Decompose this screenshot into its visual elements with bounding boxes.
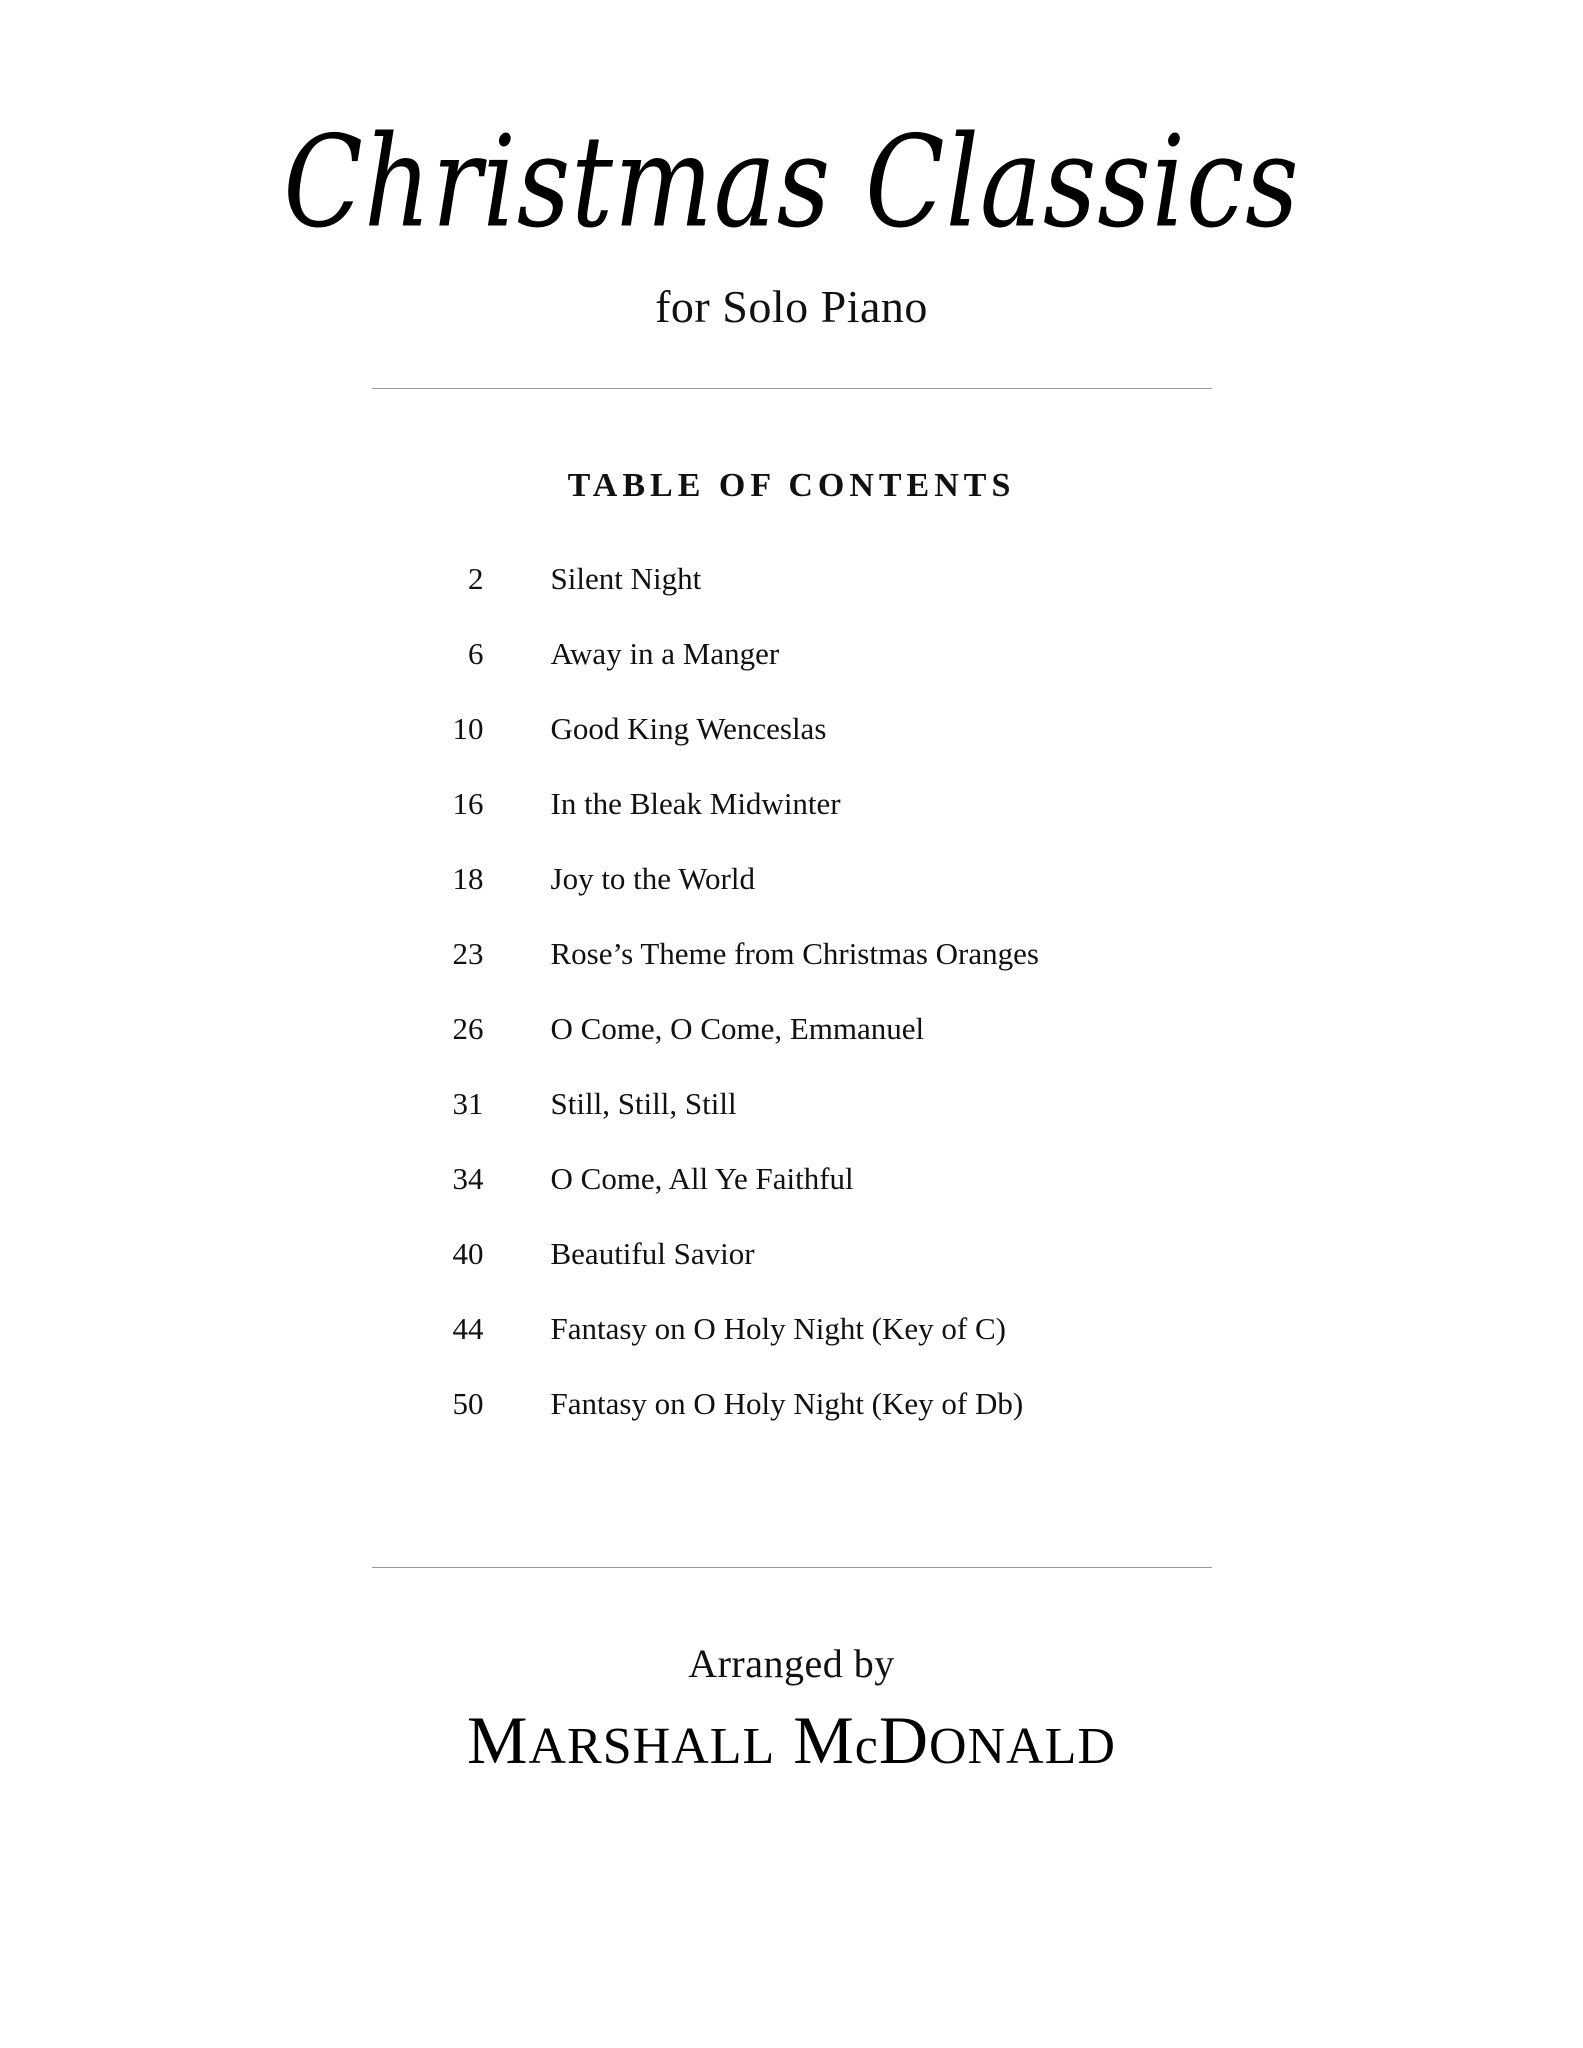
- list-item[interactable]: [372, 786, 1212, 861]
- arranged-by-label: Arranged by: [688, 1641, 895, 1686]
- toc-page-number: 40: [452, 1236, 484, 1271]
- toc-page-number: 6: [468, 636, 484, 671]
- toc-entry-title: Fantasy on O Holy Night (Key of C): [550, 1311, 1006, 1346]
- toc-entry-title: Beautiful Savior: [550, 1236, 755, 1271]
- page-title: Christmas Classics: [283, 107, 1300, 256]
- toc-bottom-spacer: [0, 1461, 1583, 1567]
- list-item[interactable]: [372, 1161, 1212, 1236]
- arranger-first-initial: M: [467, 1702, 529, 1778]
- toc-entry-title: Fantasy on O Holy Night (Key of Db): [550, 1386, 1024, 1421]
- footer-block: [0, 1568, 1583, 1780]
- arranger-last-mc-m: M: [793, 1702, 855, 1778]
- toc-heading: TABLE OF CONTENTS: [567, 467, 1016, 504]
- toc-entry-title: O Come, All Ye Faithful: [550, 1161, 854, 1196]
- toc-page-number: 23: [452, 936, 484, 971]
- arranger-last-d: D: [878, 1702, 929, 1778]
- toc-entry-title: O Come, O Come, Emmanuel: [550, 1011, 925, 1046]
- list-item[interactable]: [372, 711, 1212, 786]
- arranger-last-rest: ONALD: [928, 1718, 1116, 1775]
- toc-page-number: 16: [452, 786, 484, 821]
- list-item[interactable]: [372, 561, 1212, 636]
- toc-page-number: 31: [452, 1086, 484, 1121]
- arranger-name: [0, 1687, 1583, 1780]
- arranger-first-rest: ARSHALL: [528, 1718, 776, 1775]
- page-subtitle: for Solo Piano: [655, 281, 928, 332]
- arranger-last-mc-c: c: [854, 1718, 879, 1775]
- toc-entry-title: Rose’s Theme from Christmas Oranges: [550, 936, 1039, 971]
- toc-entry-title: Silent Night: [550, 561, 702, 596]
- toc-page-number: 50: [452, 1386, 484, 1421]
- toc-entry-title: Joy to the World: [550, 861, 755, 896]
- toc-entry-title: Away in a Manger: [550, 636, 780, 671]
- list-item[interactable]: [372, 1386, 1212, 1461]
- toc-list: [372, 505, 1212, 1461]
- list-item[interactable]: [372, 861, 1212, 936]
- toc-entry-title: Still, Still, Still: [550, 1086, 737, 1121]
- title-block: [0, 0, 1583, 330]
- toc-page-number: 44: [452, 1311, 484, 1346]
- list-item[interactable]: [372, 1236, 1212, 1311]
- toc-page-number: 34: [452, 1161, 484, 1196]
- toc-page-number: 26: [452, 1011, 484, 1046]
- toc-entry-title: In the Bleak Midwinter: [550, 786, 841, 821]
- toc-page-number: 10: [452, 711, 484, 746]
- toc-page-number: 18: [452, 861, 484, 896]
- list-item[interactable]: [372, 1311, 1212, 1386]
- toc-entry-title: Good King Wenceslas: [550, 711, 827, 746]
- list-item[interactable]: [372, 636, 1212, 711]
- list-item[interactable]: [372, 1086, 1212, 1161]
- toc-page-number: 2: [468, 561, 484, 596]
- list-item[interactable]: [372, 936, 1212, 1011]
- list-item[interactable]: [372, 1011, 1212, 1086]
